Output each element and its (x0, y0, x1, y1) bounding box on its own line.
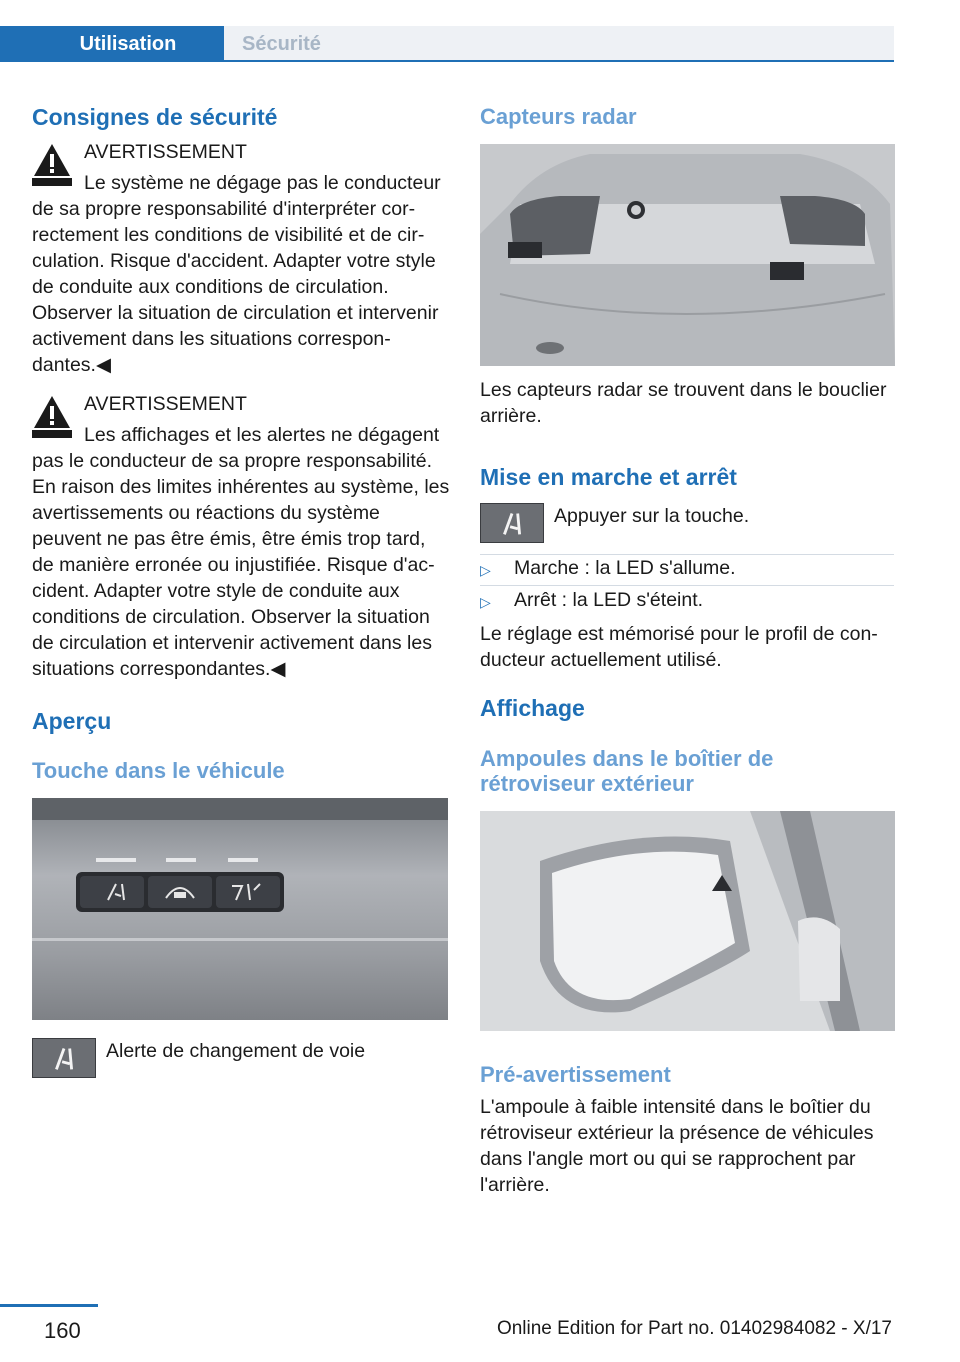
radar-text: Les capteurs radar se trouvent dans le bouclier arrière. (480, 379, 887, 427)
header-rule (224, 60, 894, 62)
warning1-body: Le système ne dégage pas le conducteur de sa propre responsabilité d'interpréter correctement les conditions de visibilité et de circulation. Risque d'accident. Adapter votre style de conduite aux conditions de circulation. Observer la situation de circulation et intervenir activement dans les situations correspondantes.◀ (32, 172, 441, 376)
overview-heading: Aperçu (32, 708, 112, 734)
warning1-title: AVERTISSEMENT (84, 141, 247, 163)
warning2-body: Les affichages et les alertes ne dégagent pas le conducteur de sa propre responsabilité. En raison des limites inhérentes au système, les avertissements ou réactions du système peuvent ne pas être émis, être émis trop tard, de manière erronée ou injustifiée. Risque d'accident. Adapter votre style de conduite aux conditions de circulation. Observer la situation de circulation et intervenir activement dans les situations correspondantes.◀ (32, 424, 450, 680)
header-bar (0, 0, 960, 62)
page-number: 160 (44, 1318, 81, 1343)
list-item: ▷ Arrêt : la LED s'éteint. (480, 589, 703, 615)
lane-change-warning-icon (32, 1038, 96, 1078)
prewarn-heading: Pré-avertissement (480, 1062, 671, 1087)
mirror-photo (480, 811, 895, 1031)
button-heading: Touche dans le véhicule (32, 758, 285, 783)
footer-rule (0, 1304, 98, 1307)
triangle-bullet-icon: ▷ (480, 562, 491, 578)
triangle-bullet-icon: ▷ (480, 594, 491, 610)
vehicle-buttons-photo (32, 798, 448, 1020)
onoff-instruction: Appuyer sur la touche. (554, 505, 750, 527)
list-top-rule (480, 554, 894, 555)
list-rule (480, 585, 894, 586)
car-rear-photo (480, 144, 895, 366)
lane-change-warning-icon (480, 503, 544, 543)
memo-text: Le réglage est mémorisé pour le profil de conducteur actuellement utilisé. (480, 623, 878, 671)
warning2-title: AVERTISSEMENT (84, 393, 247, 415)
prewarn-text: L'ampoule à faible intensité dans le boîtier du rétroviseur extérieur la présence de véhicules dans l'angle mort ou qui se rapprochent par l'arrière. (480, 1096, 874, 1196)
button-caption: Alerte de changement de voie (106, 1040, 366, 1062)
onoff-heading: Mise en marche et arrêt (480, 464, 737, 490)
radar-heading: Capteurs radar (480, 104, 637, 129)
tab-utilisation[interactable]: Utilisation (0, 26, 224, 62)
list-item: ▷ Marche : la LED s'allume. (480, 557, 736, 583)
edition-text: Online Edition for Part no. 01402984082 - X/17 (496, 1318, 892, 1339)
safety-heading: Consignes de sécurité (32, 104, 278, 130)
tab-securite[interactable]: Sécurité (224, 26, 894, 62)
display-heading: Affichage (480, 695, 585, 721)
lamps-heading: Ampoules dans le boîtier de rétroviseur extérieur (480, 746, 774, 796)
